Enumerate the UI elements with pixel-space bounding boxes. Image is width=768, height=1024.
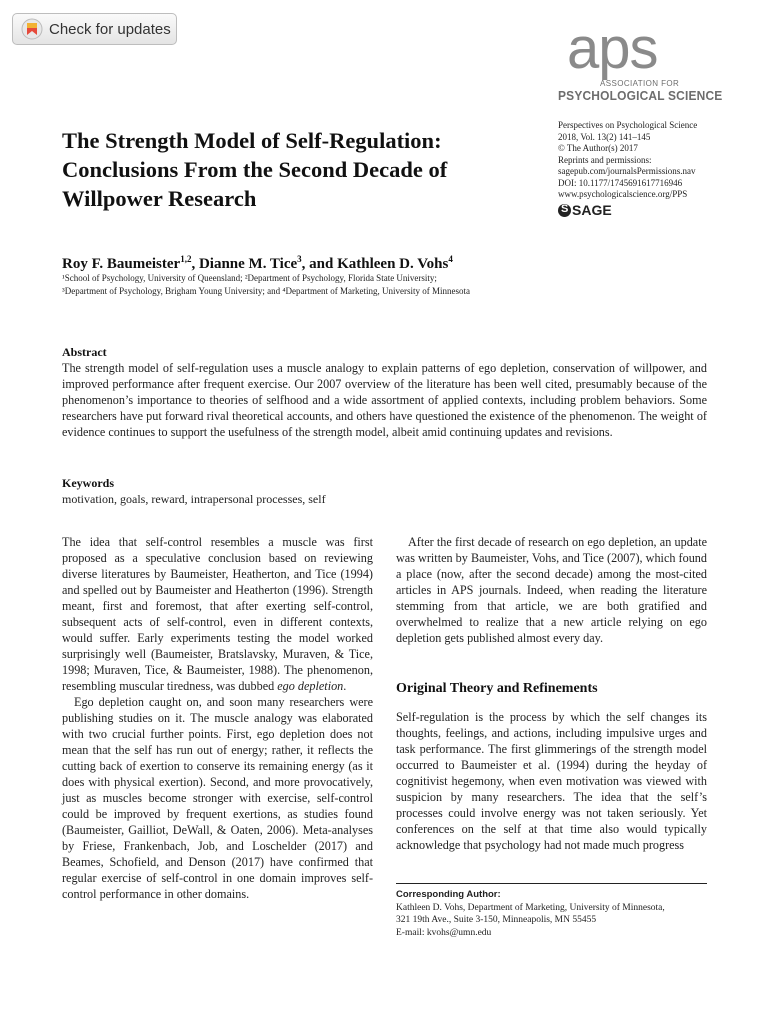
corresponding-author-line: 321 19th Ave., Suite 3-150, Minneapolis, MN 55455 <box>396 915 597 925</box>
body-column-right-section <box>396 709 707 853</box>
author-separator: , <box>191 256 199 272</box>
affiliations <box>62 272 702 298</box>
aps-logo: aps <box>567 16 658 81</box>
emphasized-term: ego depletion <box>277 679 344 693</box>
journal-info <box>558 120 758 201</box>
author-separator: , and <box>301 256 338 272</box>
body-paragraph: Ego depletion caught on, and soon many researchers were publishing studies on it. The muscle analogy was elaborated with two crucial further points. First, ego depletion does not mean that the self has run out of energy; rather, it reflects the cutting back of exertion to conserve its remaining energy (as it does with physical exertion). Second, and more provocatively, just as muscles become stronger with exercise, self-control could be improved by frequent exertions, as studies found (Baumeister, Gailliot, DeWall, & Oaten, 2006). Meta-analyses by Friese, Frankenbach, Job, and Loschelder (2017) and Beames, Schofield, and Denson (2017) have confirmed that regular exercise of self-control in one domain improves self-control performance in other domains. <box>62 695 373 901</box>
body-paragraph: After the first decade of research on ego depletion, an update was written by Baumeister, Vohs, and Tice (2007), which found a place (now, after the second decade) among the most-cited articles in APS journals. Indeed, when reading the literature stemming from that article, we are both gratified and overwhelmed to realize that a new article relying on ego depletion gets published almost every day. <box>396 535 707 645</box>
corresponding-author-heading: Corresponding Author: <box>396 889 501 900</box>
keywords-text: motivation, goals, reward, intrapersonal processes, self <box>62 492 326 506</box>
corresponding-author <box>396 889 707 939</box>
permissions-link[interactable]: sagepub.com/journalsPermissions.nav <box>558 166 696 176</box>
journal-info-line: 2018, Vol. 13(2) 141–145 <box>558 131 651 142</box>
check-for-updates-button[interactable] <box>12 13 177 45</box>
sage-icon <box>558 204 571 217</box>
corresponding-author-email[interactable]: E-mail: kvohs@umn.edu <box>396 927 492 938</box>
abstract-text: The strength model of self-regulation uses a muscle analogy to explain patterns of ego depletion, conservation of willpower, and improved performance after frequent exercise. Our 2007 overview of the literature has been well cited, presumably because of the phenomenon’s importance to theories of selfhood and a wide assortment of applied contexts, including problem behaviors. Some researchers have put forward rival theoretical accounts, and others have questioned the existence of the phenomenon. The weight of evidence continues to support the usefulness of the strength model, albeit amid continuing updates and revisions. <box>62 361 707 439</box>
journal-info-line: Perspectives on Psychological Science <box>558 120 698 130</box>
doi-link[interactable]: DOI: 10.1177/1745691617716946 <box>558 177 683 188</box>
paragraph-text: . <box>343 679 347 693</box>
abstract-heading: Abstract <box>62 345 107 359</box>
affiliation-line: ¹School of Psychology, University of Queensland; ²Department of Psychology, Florida State University; <box>62 273 437 283</box>
body-column-right <box>396 534 707 646</box>
journal-info-line: Reprints and permissions: <box>558 154 652 165</box>
sage-logo-text: SAGE <box>572 202 612 218</box>
journal-url-link[interactable]: www.psychologicalscience.org/PPS <box>558 189 688 199</box>
author-name: Dianne M. Tice <box>198 256 298 272</box>
crossmark-icon <box>21 18 43 40</box>
body-column-left <box>62 534 373 902</box>
author-affiliation-mark: 1,2 <box>180 254 192 264</box>
footnote-divider <box>396 883 707 884</box>
section-heading: Original Theory and Refinements <box>396 681 598 696</box>
affiliation-line: ³Department of Psychology, Brigham Young University; and ⁴Department of Marketing, University of Minnesota <box>62 286 470 296</box>
corresponding-author-line: Kathleen D. Vohs, Department of Marketing, University of Minnesota, <box>396 902 665 913</box>
body-paragraph <box>62 534 373 694</box>
keywords-heading: Keywords <box>62 476 114 490</box>
author-list <box>62 254 702 273</box>
author-name: Kathleen D. Vohs <box>337 256 449 272</box>
article-title: The Strength Model of Self-Regulation: Conclusions From the Second Decade of Willpower Research <box>62 128 448 211</box>
aps-logo-line2: PSYCHOLOGICAL SCIENCE <box>558 88 723 103</box>
check-for-updates-label: Check for updates <box>49 20 171 38</box>
author-affiliation-mark: 4 <box>448 254 453 264</box>
sage-logo <box>558 202 612 218</box>
author-name: Roy F. Baumeister <box>62 256 181 272</box>
aps-logo-line1: ASSOCIATION FOR <box>600 79 680 88</box>
author-affiliation-mark: 3 <box>297 254 302 264</box>
body-paragraph: Self-regulation is the process by which the self changes its thoughts, feelings, and actions, including impulsive urges and task performance. The first glimmerings of the strength model occurred to Baumeister et al. (1994) during the heyday of cognitivist hegemony, when even motivation was viewed with suspicion by many researchers. The idea that the self’s processes could involve energy was not taken seriously. Yet conferences on the self at that time also would typically acknowledge that psychology had not made much progress <box>396 710 707 852</box>
paragraph-text: The idea that self-control resembles a muscle was first proposed as a speculative conclusion based on reviewing diverse literatures by Baumeister, Heatherton, and Tice (1994) and spelled out by Baumeister and Heatherton (1996). Strength meant, first and foremost, that after exerting self-control, subsequent acts of self-control, even in different contexts, would suffer. Early experiments testing the model worked surprisingly well (Baumeister, Bratslavsky, Muraven, & Tice, 1998; Muraven, Tice, & Baumeister, 1988). The phenomenon, resembling muscular tiredness, was dubbed <box>62 535 373 693</box>
journal-info-line: © The Author(s) 2017 <box>558 143 638 153</box>
